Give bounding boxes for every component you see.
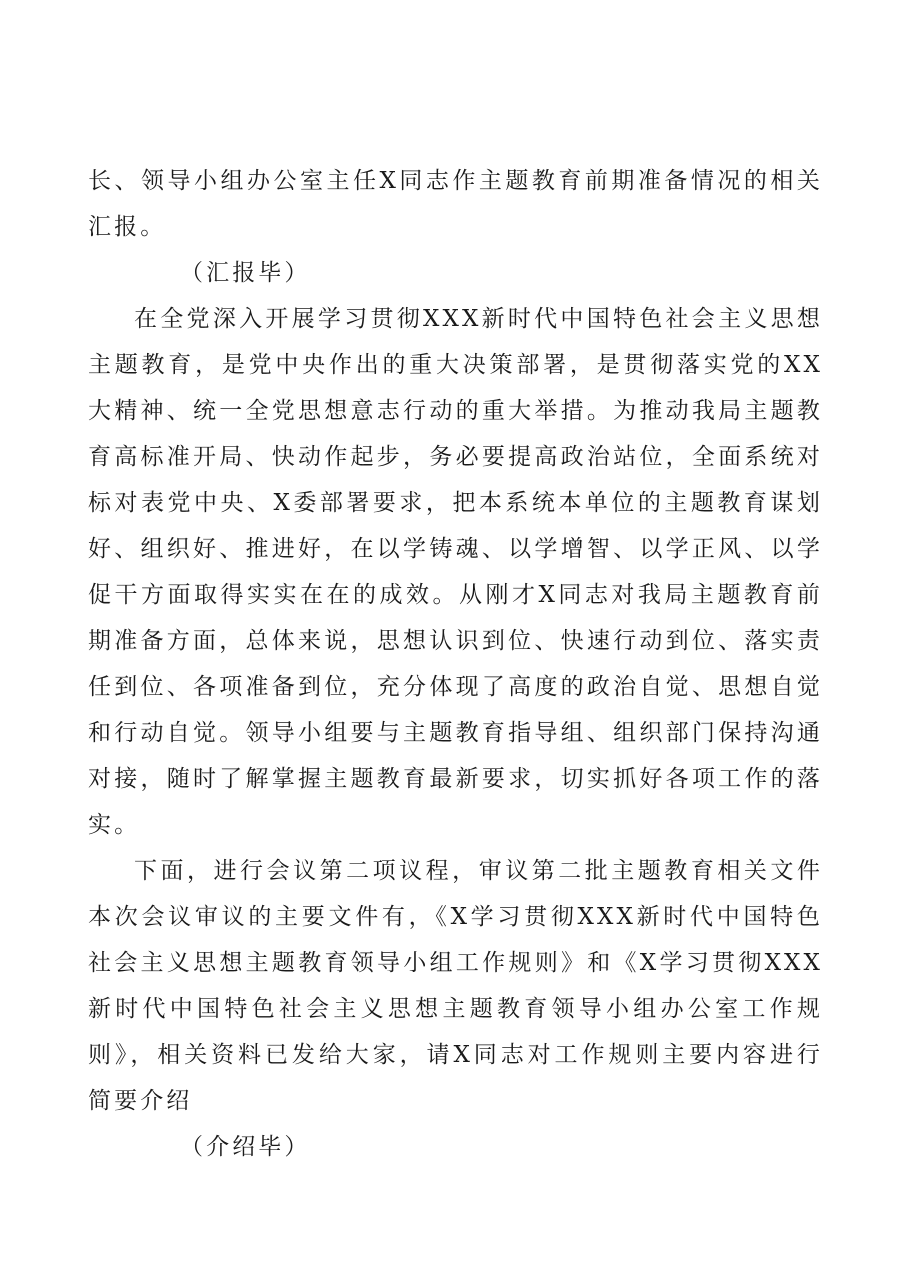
note-report-finished: （汇报毕） xyxy=(180,260,311,286)
document-body xyxy=(88,158,823,1170)
paragraph-continuation: 长、领导小组办公室主任X同志作主题教育前期准备情况的相关汇报。 xyxy=(88,168,823,240)
paragraph-theme-education: 在全党深入开展学习贯彻XXX新时代中国特色社会主义思想主题教育，是党中央作出的重大决策部署，是贯彻落实党的XX大精神、统一全党思想意志行动的重大举措。为推动我局主题教育高标准开局、快动作起步，务必要提高政治站位，全面系统对标对表党中央、X委部署要求，把本系统本单位的主题教育谋划好、组织好、推进好，在以学铸魂、以学增智、以学正风、以学促干方面取得实实在在的成效。从刚才X同志对我局主题教育前期准备方面，总体来说，思想认识到位、快速行动到位、落实责任到位、各项准备到位，充分体现了高度的政治自觉、思想自觉和行动自觉。领导小组要与主题教育指导组、组织部门保持沟通对接，随时了解掌握主题教育最新要求，切实抓好各项工作的落实。 xyxy=(88,306,823,838)
note-introduction-finished: （介绍毕） xyxy=(180,1134,311,1160)
paragraph-second-agenda: 下面，进行会议第二项议程，审议第二批主题教育相关文件本次会议审议的主要文件有，《X学习贯彻XXX新时代中国特色社会主义思想主题教育领导小组工作规则》和《X学习贯彻XXX新时代中国特色社会主义思想主题教育领导小组办公室工作规则》，相关资料已发给大家，请X同志对工作规则主要内容进行简要介绍 xyxy=(88,858,823,1114)
